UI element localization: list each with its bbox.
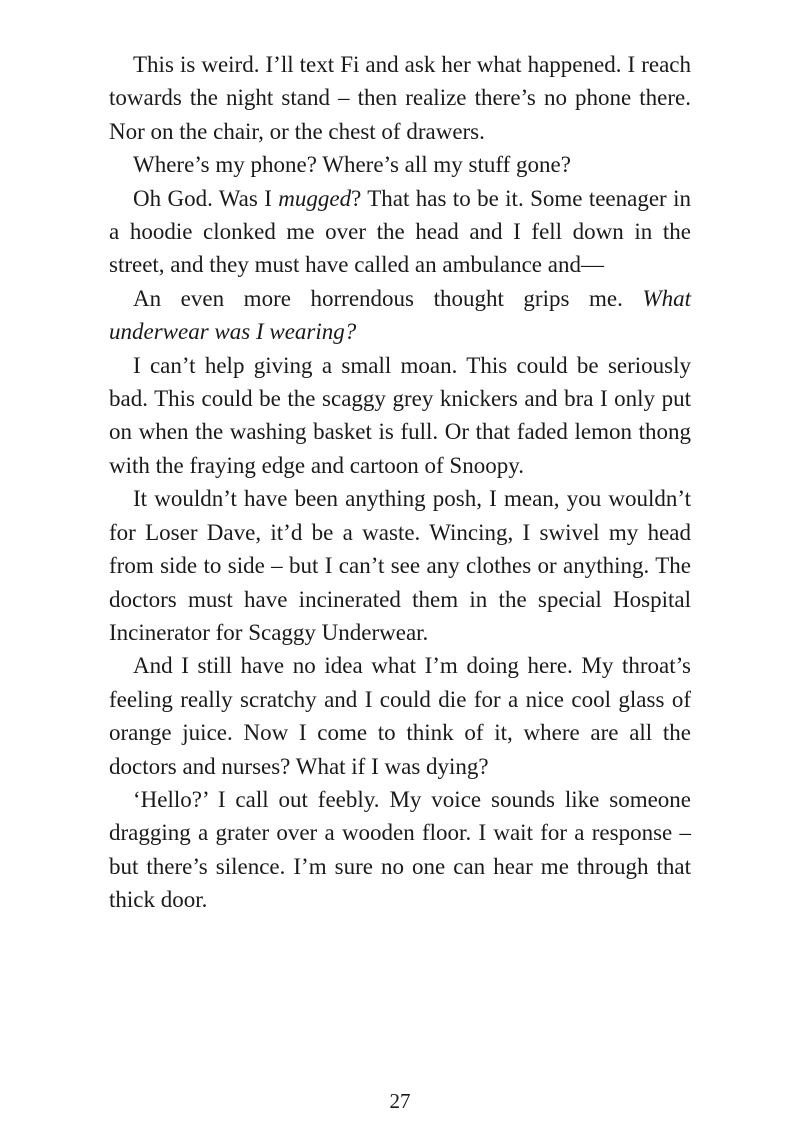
paragraph-6: It wouldn’t have been anything posh, I mean, you wouldn’t for Loser Dave, it’d be a waste. Wincing, I swivel my head from side to side – but I can’t see any clothes or anything. The doctors must have incinerated them in the special Hospital Incinerator for Scaggy Underwear.	[109, 486, 691, 645]
page-number: 27	[389, 1089, 411, 1113]
paragraph-8: ‘Hello?’ I call out feebly. My voice sounds like someone dragging a grater over a wooden floor. I wait for a response – but there’s silence. I’m sure no one can hear me through that thick door.	[109, 786, 691, 913]
paragraph-7: And I still have no idea what I’m doing here. My throat’s feeling really scratchy and I could die for a nice cool glass of orange juice. Now I come to think of it, where are all the doctors and nurses? What if I was dying?	[109, 653, 691, 779]
paragraph-3: Oh God. Was I mugged? That has to be it. Some teenager in a hoodie clonked me over the head and I fell down in the street, and they must have called an ambulance and—	[109, 185, 691, 278]
book-page-body	[109, 48, 691, 917]
italic-emphasis: mugged	[278, 185, 352, 211]
paragraph-4: An even more horrendous thought grips me. What underwear was I wearing?	[109, 285, 691, 345]
italic-emphasis: What underwear was I wearing?	[109, 285, 691, 345]
paragraph-2: Where’s my phone? Where’s all my stuff gone?	[133, 152, 571, 178]
paragraph-5: I can’t help giving a small moan. This could be seriously bad. This could be the scaggy grey knickers and bra I only put on when the washing basket is full. Or that faded lemon thong with the fraying edge and cartoon of Snoopy.	[109, 352, 691, 478]
paragraph-1: This is weird. I’ll text Fi and ask her what happened. I reach towards the night stand – then realize there’s no phone there. Nor on the chair, or the chest of drawers.	[109, 52, 691, 144]
